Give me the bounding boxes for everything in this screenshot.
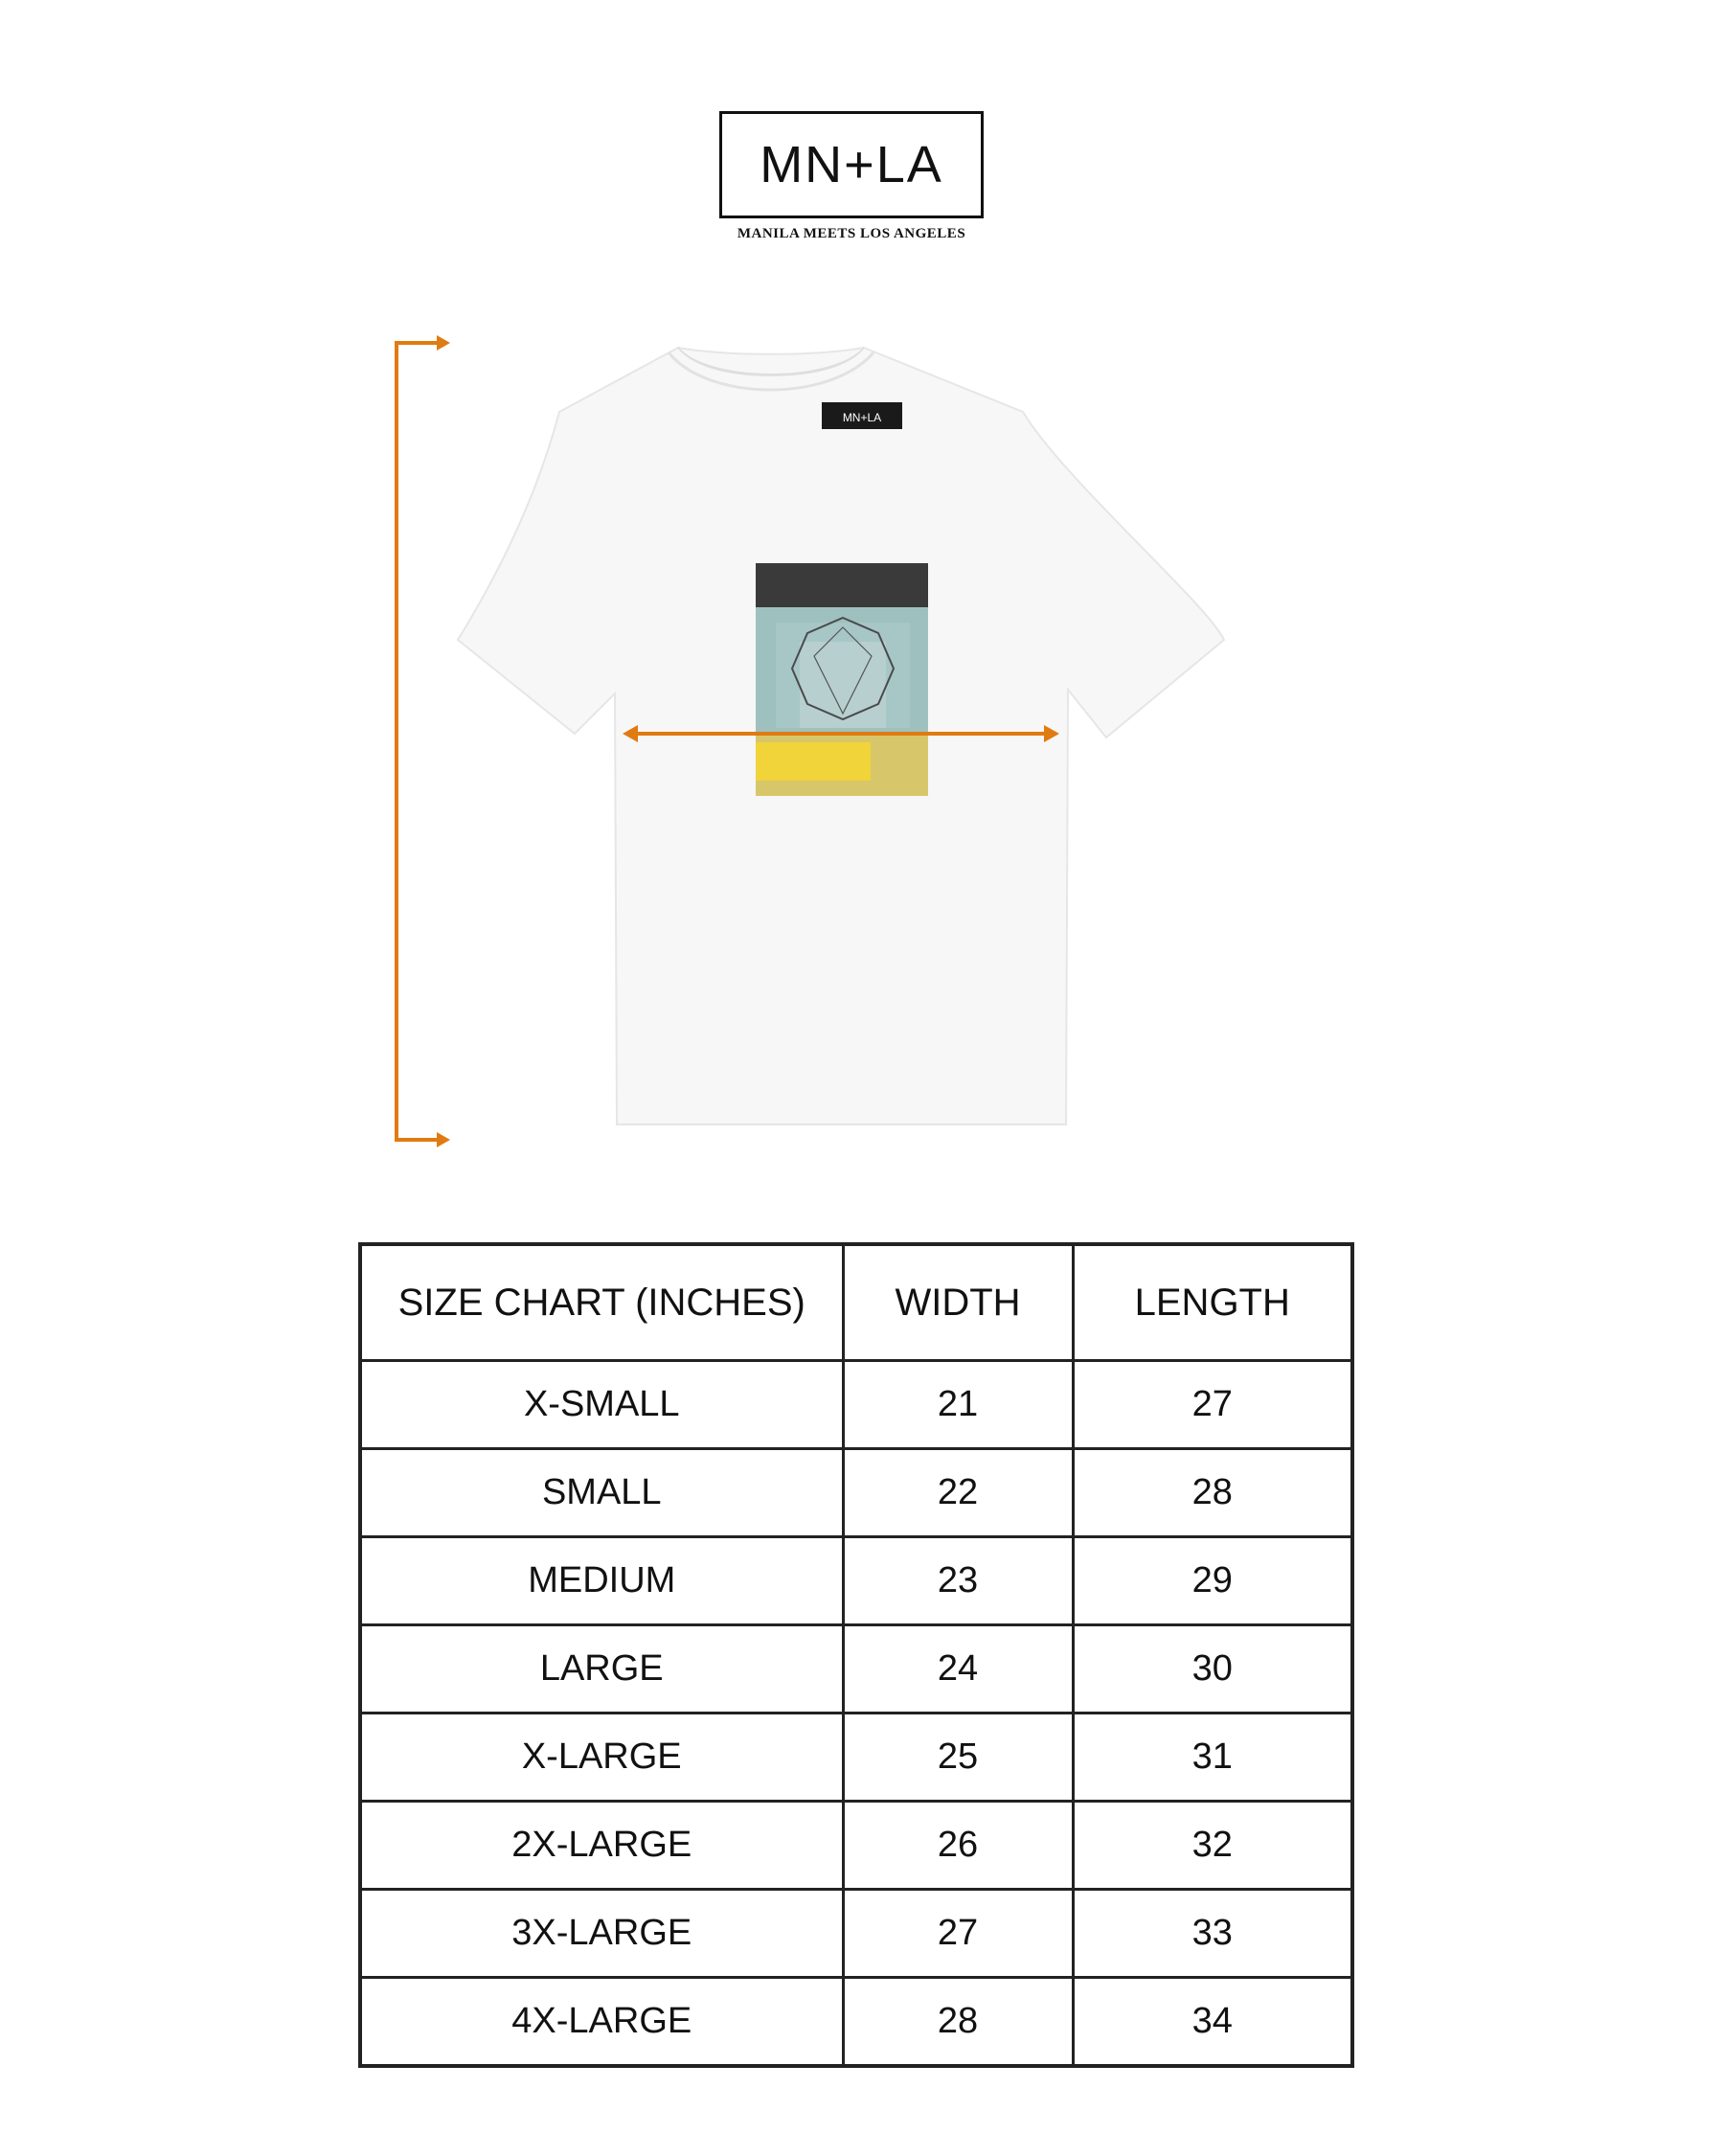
width-cell: 26	[843, 1802, 1073, 1890]
size-cell: X-LARGE	[360, 1713, 843, 1802]
brand-tagline: MANILA MEETS LOS ANGELES	[737, 226, 966, 241]
width-cell: 22	[843, 1449, 1073, 1537]
width-cell: 25	[843, 1713, 1073, 1802]
length-measure-arrow	[397, 335, 450, 1147]
table-row	[360, 1625, 1352, 1713]
size-cell: SMALL	[360, 1449, 843, 1537]
length-cell: 29	[1073, 1537, 1352, 1625]
size-cell: 2X-LARGE	[360, 1802, 843, 1890]
header-length: LENGTH	[1073, 1244, 1352, 1361]
width-cell: 24	[843, 1625, 1073, 1713]
table-row	[360, 1537, 1352, 1625]
table-row	[360, 1713, 1352, 1802]
width-cell: 28	[843, 1978, 1073, 2066]
table-row	[360, 1361, 1352, 1449]
neck-label-text: MN+LA	[842, 411, 882, 424]
size-cell: MEDIUM	[360, 1537, 843, 1625]
table-row	[360, 1978, 1352, 2066]
brand-logo-text: MN+LA	[760, 136, 943, 193]
width-cell: 27	[843, 1890, 1073, 1978]
size-chart-table	[358, 1242, 1354, 2068]
size-cell: X-SMALL	[360, 1361, 843, 1449]
print-graphic	[756, 563, 928, 796]
length-cell: 27	[1073, 1361, 1352, 1449]
size-chart-header-row	[360, 1244, 1352, 1361]
length-cell: 33	[1073, 1890, 1352, 1978]
table-row	[360, 1890, 1352, 1978]
header-size: SIZE CHART (INCHES)	[360, 1244, 843, 1361]
size-cell: LARGE	[360, 1625, 843, 1713]
length-cell: 28	[1073, 1449, 1352, 1537]
table-row	[360, 1802, 1352, 1890]
length-cell: 30	[1073, 1625, 1352, 1713]
length-cell: 34	[1073, 1978, 1352, 2066]
width-cell: 21	[843, 1361, 1073, 1449]
length-cell: 31	[1073, 1713, 1352, 1802]
size-cell: 3X-LARGE	[360, 1890, 843, 1978]
size-cell: 4X-LARGE	[360, 1978, 843, 2066]
table-row	[360, 1449, 1352, 1537]
length-cell: 32	[1073, 1802, 1352, 1890]
header-width: WIDTH	[843, 1244, 1073, 1361]
width-cell: 23	[843, 1537, 1073, 1625]
